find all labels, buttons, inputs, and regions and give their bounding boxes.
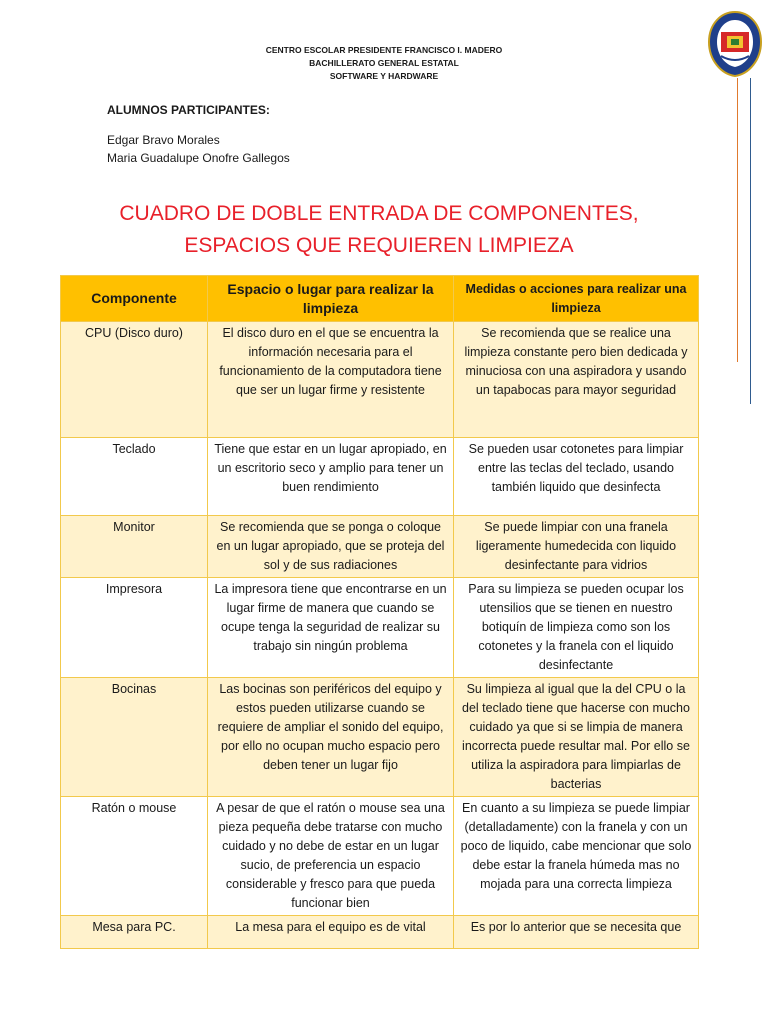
table-cell: Se puede limpiar con una franela ligeramente humedecida con liquido desinfectante para vidrios [454,516,699,578]
table-cell: Monitor [61,516,208,578]
course-name: SOFTWARE Y HARDWARE [329,71,439,81]
table-header-row [61,276,699,322]
table-row [61,578,699,678]
table-cell: La impresora tiene que encontrarse en un lugar firme de manera que cuando se ocupe tenga la seguridad de realizar su trabajo sin ningún problema [208,578,454,678]
components-table [60,275,699,949]
table-cell: Es por lo anterior que se necesita que [454,916,699,949]
table-cell: Bocinas [61,678,208,797]
header-component: Componente [61,276,208,322]
title-line: CUADRO DE DOBLE ENTRADA DE COMPONENTES, [119,202,639,225]
table-cell: Ratón o mouse [61,797,208,916]
header-actions: Medidas o acciones para realizar una limpieza [454,276,699,322]
table-cell: Tiene que estar en un lugar apropiado, en un escritorio seco y amplio para tener un buen rendimiento [208,438,454,516]
decorative-line-orange [737,78,738,362]
table-row [61,678,699,797]
students-block [107,101,290,167]
table-cell: Se pueden usar cotonetes para limpiar entre las teclas del teclado, usando también liquido que desinfecta [454,438,699,516]
table-row [61,322,699,438]
header-space: Espacio o lugar para realizar la limpieza [208,276,454,322]
decorative-line-blue [750,78,751,404]
table-cell: El disco duro en el que se encuentra la información necesaria para el funcionamiento de la computadora tiene que ser un lugar firme y resistente [208,322,454,438]
student-name: Edgar Bravo Morales [107,133,220,147]
table-row [61,797,699,916]
table-cell: Se recomienda que se ponga o coloque en un lugar apropiado, que se proteja del sol y de sus radiaciones [208,516,454,578]
student-name: Maria Guadalupe Onofre Gallegos [107,151,290,165]
table-row [61,916,699,949]
table-cell: Para su limpieza se pueden ocupar los utensilios que se tienen en nuestro botiquín de limpieza como son los cotonetes y la franela con el liquido desinfectante [454,578,699,678]
table-cell: Impresora [61,578,208,678]
students-label: ALUMNOS PARTICIPANTES: [107,103,270,117]
table-cell: Teclado [61,438,208,516]
table-cell: Las bocinas son periféricos del equipo y estos pueden utilizarse cuando se requiere de ampliar el sonido del equipo, por ello no ocupan mucho espacio pero deben tener un lugar fijo [208,678,454,797]
table-cell: En cuanto a su limpieza se puede limpiar (detalladamente) con la franela y con un poco de liquido, cabe mencionar que solo debe estar la franela húmeda mas no mojada para una correcta limpieza [454,797,699,916]
table-cell: CPU (Disco duro) [61,322,208,438]
school-name: CENTRO ESCOLAR PRESIDENTE FRANCISCO I. MADERO [265,45,503,55]
school-program: BACHILLERATO GENERAL ESTATAL [309,58,459,68]
document-title [60,198,698,262]
table-cell: Se recomienda que se realice una limpieza constante pero bien dedicada y minuciosa con una aspiradora y usando un tapabocas para mayor seguridad [454,322,699,438]
title-line: ESPACIOS QUE REQUIEREN LIMPIEZA [184,234,574,257]
table-cell: Su limpieza al igual que la del CPU o la del teclado tiene que hacerse con mucho cuidado ya que si se limpia de manera incorrecta puede resultar mal. Por ello se utiliza la aspiradora para limpiarlas de bacterias [454,678,699,797]
table-row [61,438,699,516]
table-cell: A pesar de que el ratón o mouse sea una pieza pequeña debe tratarse con mucho cuidado y no debe de estar en un lugar sucio, de preferencia un espacio considerable y fresco para que pueda funcionar bien [208,797,454,916]
school-header [0,44,768,83]
table-cell: Mesa para PC. [61,916,208,949]
table-cell: La mesa para el equipo es de vital [208,916,454,949]
table-row [61,516,699,578]
